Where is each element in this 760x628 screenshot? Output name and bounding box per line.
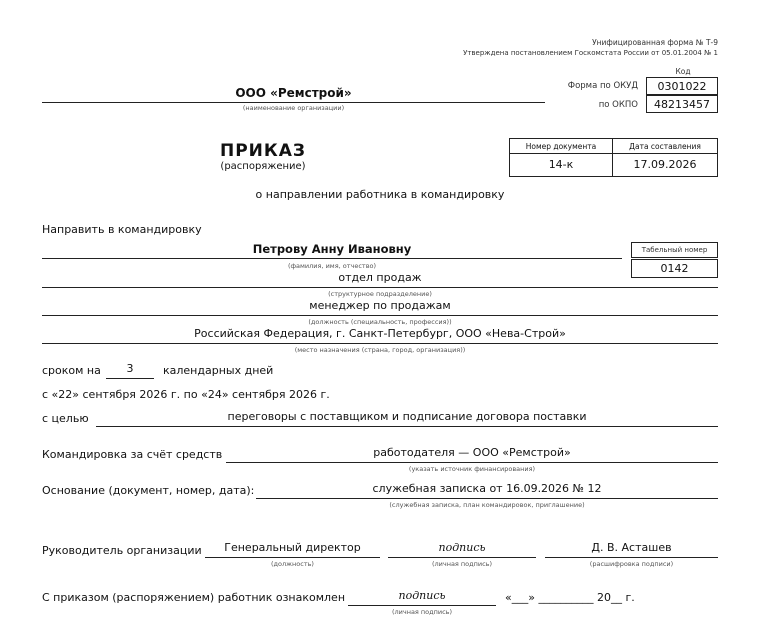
head-position: Генеральный директор <box>205 541 380 558</box>
head-signature: подпись <box>388 541 536 558</box>
days-suffix: календарных дней <box>163 364 274 377</box>
okpo-label: по ОКПО <box>598 100 638 110</box>
tab-number-header: Табельный номер <box>631 242 718 258</box>
destination: Российская Федерация, г. Санкт-Петербург, ООО «Нева-Строй» <box>42 327 718 344</box>
head-label: Руководитель организации <box>42 544 202 557</box>
position: менеджер по продажам <box>42 299 718 316</box>
dates-line: с «22» сентября 2026 г. по «24» сентября 2026 г. <box>42 388 330 401</box>
head-name-caption: (расшифровка подписи) <box>589 560 674 568</box>
destination-caption: (место назначения (страна, город, организация)) <box>294 346 466 354</box>
goal-value: переговоры с поставщиком и подписание договора поставки <box>96 410 718 427</box>
basis-value: служебная записка от 16.09.2026 № 12 <box>256 482 718 499</box>
term-label: сроком на <box>42 364 101 377</box>
head-signature-caption: (личная подпись) <box>431 560 493 568</box>
funding-label: Командировка за счёт средств <box>42 448 223 461</box>
number-date-table <box>509 138 718 177</box>
send-label: Направить в командировку <box>42 223 202 236</box>
organization-name: ООО «Ремстрой» <box>42 86 545 103</box>
funding-value: работодателя — ООО «Ремстрой» <box>226 446 718 463</box>
organization-caption: (наименование организации) <box>242 104 345 112</box>
head-position-caption: (должность) <box>271 560 314 568</box>
ack-label: С приказом (распоряжением) работник ознакомлен <box>42 591 346 604</box>
tab-number-value: 0142 <box>631 259 718 278</box>
basis-label: Основание (документ, номер, дата): <box>42 484 255 497</box>
purpose-line: о направлении работника в командировку <box>255 188 505 201</box>
position-caption: (должность (специальность, профессия)) <box>308 318 452 326</box>
ack-date: «___» __________ 20__ г. <box>505 591 635 604</box>
okud-value: 0301022 <box>646 77 718 95</box>
date-value: 17.09.2026 <box>633 158 697 171</box>
date-header: Дата составления <box>613 139 717 154</box>
department-caption: (структурное подразделение) <box>328 290 432 298</box>
name-caption: (фамилия, имя, отчество) <box>287 262 377 270</box>
form-line: Унифицированная форма № Т-9 <box>592 38 718 47</box>
approved-line: Утверждена постановлением Госкомстата России от 05.01.2004 № 1 <box>463 49 718 57</box>
ack-signature: подпись <box>348 589 496 606</box>
document-subtitle: (распоряжение) <box>220 161 306 172</box>
okud-label: Форма по ОКУД <box>567 81 638 91</box>
goal-label: с целью <box>42 412 89 425</box>
basis-caption: (служебная записка, план командировок, приглашение) <box>389 501 585 509</box>
department: отдел продаж <box>42 271 718 288</box>
document-title: ПРИКАЗ <box>219 141 307 161</box>
funding-caption: (указать источник финансирования) <box>408 465 536 473</box>
ack-signature-caption: (личная подпись) <box>391 608 453 616</box>
number-header: Номер документа <box>510 139 613 154</box>
employee-name: Петрову Анну Ивановну <box>42 242 622 259</box>
head-name: Д. В. Асташев <box>545 541 718 558</box>
code-label: Код <box>675 67 691 76</box>
days-value: 3 <box>106 362 154 379</box>
okpo-value: 48213457 <box>646 95 718 113</box>
number-value: 14-к <box>510 154 613 176</box>
